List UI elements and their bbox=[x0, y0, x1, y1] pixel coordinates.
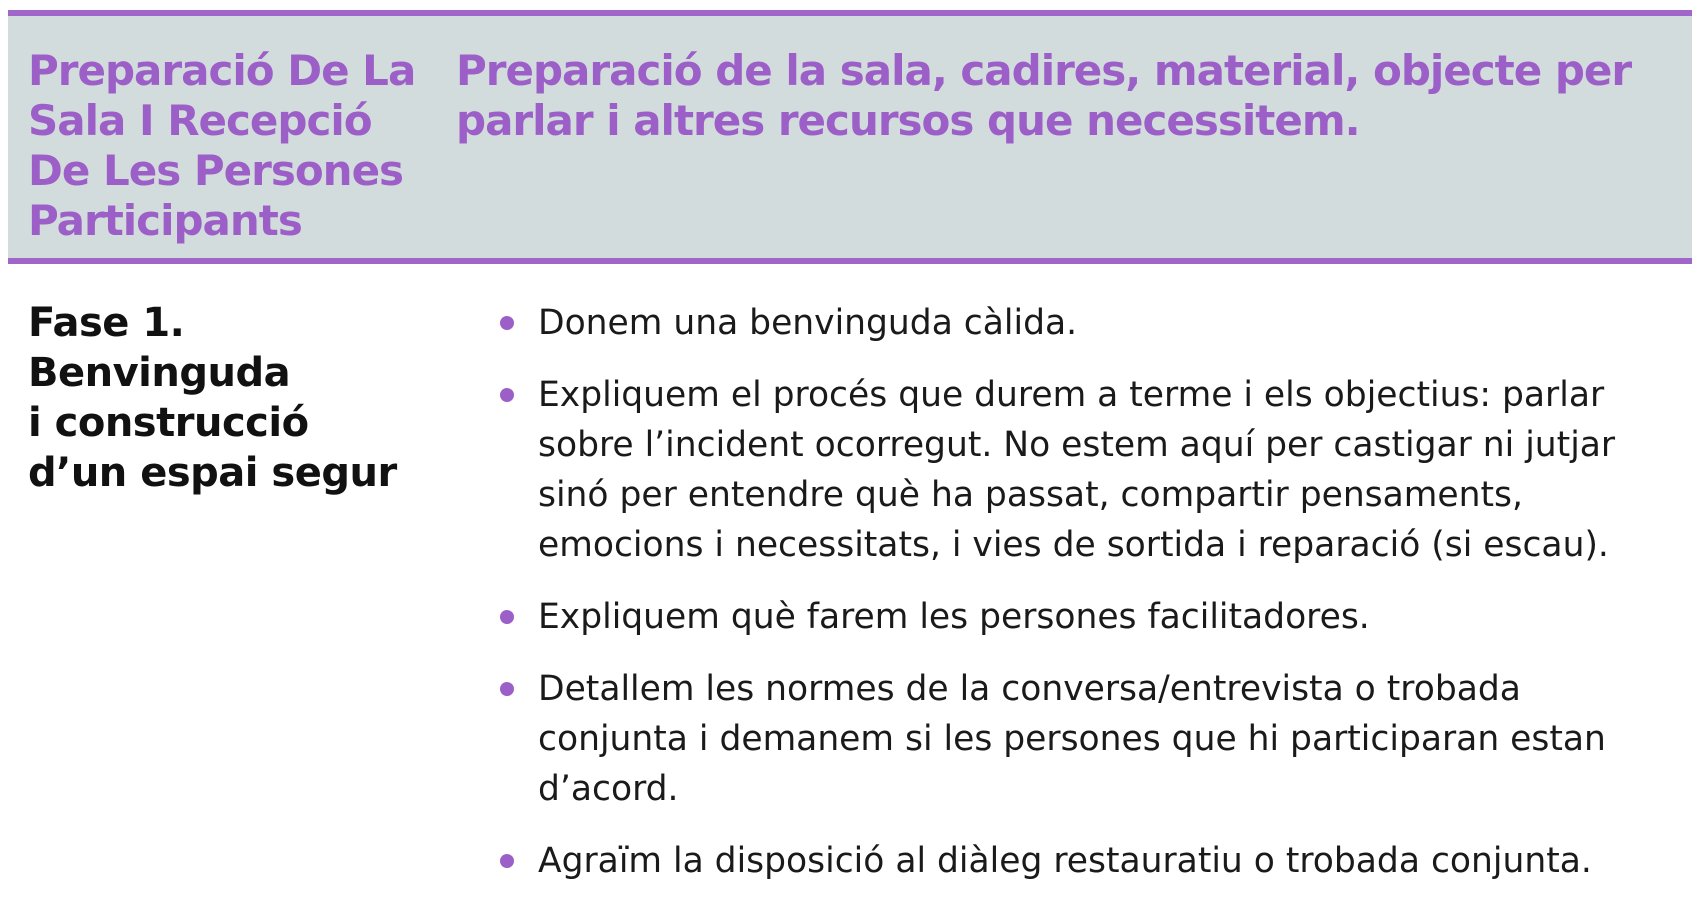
list-item-line: d’acord. bbox=[538, 769, 679, 809]
list-item bbox=[456, 370, 1692, 570]
list-item-line: emocions i necessitats, i vies de sortida i reparació (si escau). bbox=[538, 525, 1609, 565]
list-item-line: sinó per entendre què ha passat, compartir pensaments, bbox=[538, 475, 1523, 515]
list-item bbox=[456, 836, 1692, 886]
header-row bbox=[8, 10, 1692, 264]
list-item-line: Agraïm la disposició al diàleg restauratiu o trobada conjunta. bbox=[538, 841, 1592, 881]
list-item-line: Expliquem què farem les persones facilitadores. bbox=[538, 597, 1370, 637]
header-left-line: Preparació De La bbox=[28, 46, 416, 95]
document-table bbox=[8, 10, 1692, 908]
bullet-dot-icon bbox=[500, 610, 514, 624]
phase-title-line: d’un espai segur bbox=[28, 450, 397, 496]
header-left-cell bbox=[8, 16, 456, 258]
list-item-line: Detallem les normes de la conversa/entrevista o trobada bbox=[538, 669, 1521, 709]
bullet-dot-icon bbox=[500, 388, 514, 402]
list-item-line: Expliquem el procés que durem a terme i els objectius: parlar bbox=[538, 375, 1605, 415]
header-left-line: Participants bbox=[28, 196, 302, 245]
phase-title-line: Benvinguda bbox=[28, 350, 291, 396]
bullet-dot-icon bbox=[500, 854, 514, 868]
header-right-line: parlar i altres recursos que necessitem. bbox=[456, 96, 1360, 145]
header-left-line: De Les Persones bbox=[28, 146, 404, 195]
steps-cell bbox=[456, 298, 1692, 908]
list-item-line: conjunta i demanem si les persones que hi participaran estan bbox=[538, 719, 1606, 759]
phase-title-line: Fase 1. bbox=[28, 300, 185, 346]
list-item-line: sobre l’incident ocorregut. No estem aquí per castigar ni jutjar bbox=[538, 425, 1616, 465]
steps-list bbox=[456, 298, 1692, 886]
bullet-dot-icon bbox=[500, 682, 514, 696]
list-item bbox=[456, 664, 1692, 814]
header-left-line: Sala I Recepció bbox=[28, 96, 372, 145]
body-row bbox=[8, 264, 1692, 908]
phase-title-cell bbox=[8, 298, 456, 908]
bullet-dot-icon bbox=[500, 316, 514, 330]
list-item bbox=[456, 298, 1692, 348]
header-right-cell bbox=[456, 16, 1692, 258]
list-item-line: Donem una benvinguda càlida. bbox=[538, 303, 1078, 343]
header-right-line: Preparació de la sala, cadires, material, objecte per bbox=[456, 46, 1632, 95]
phase-title-line: i construcció bbox=[28, 400, 309, 446]
list-item bbox=[456, 592, 1692, 642]
